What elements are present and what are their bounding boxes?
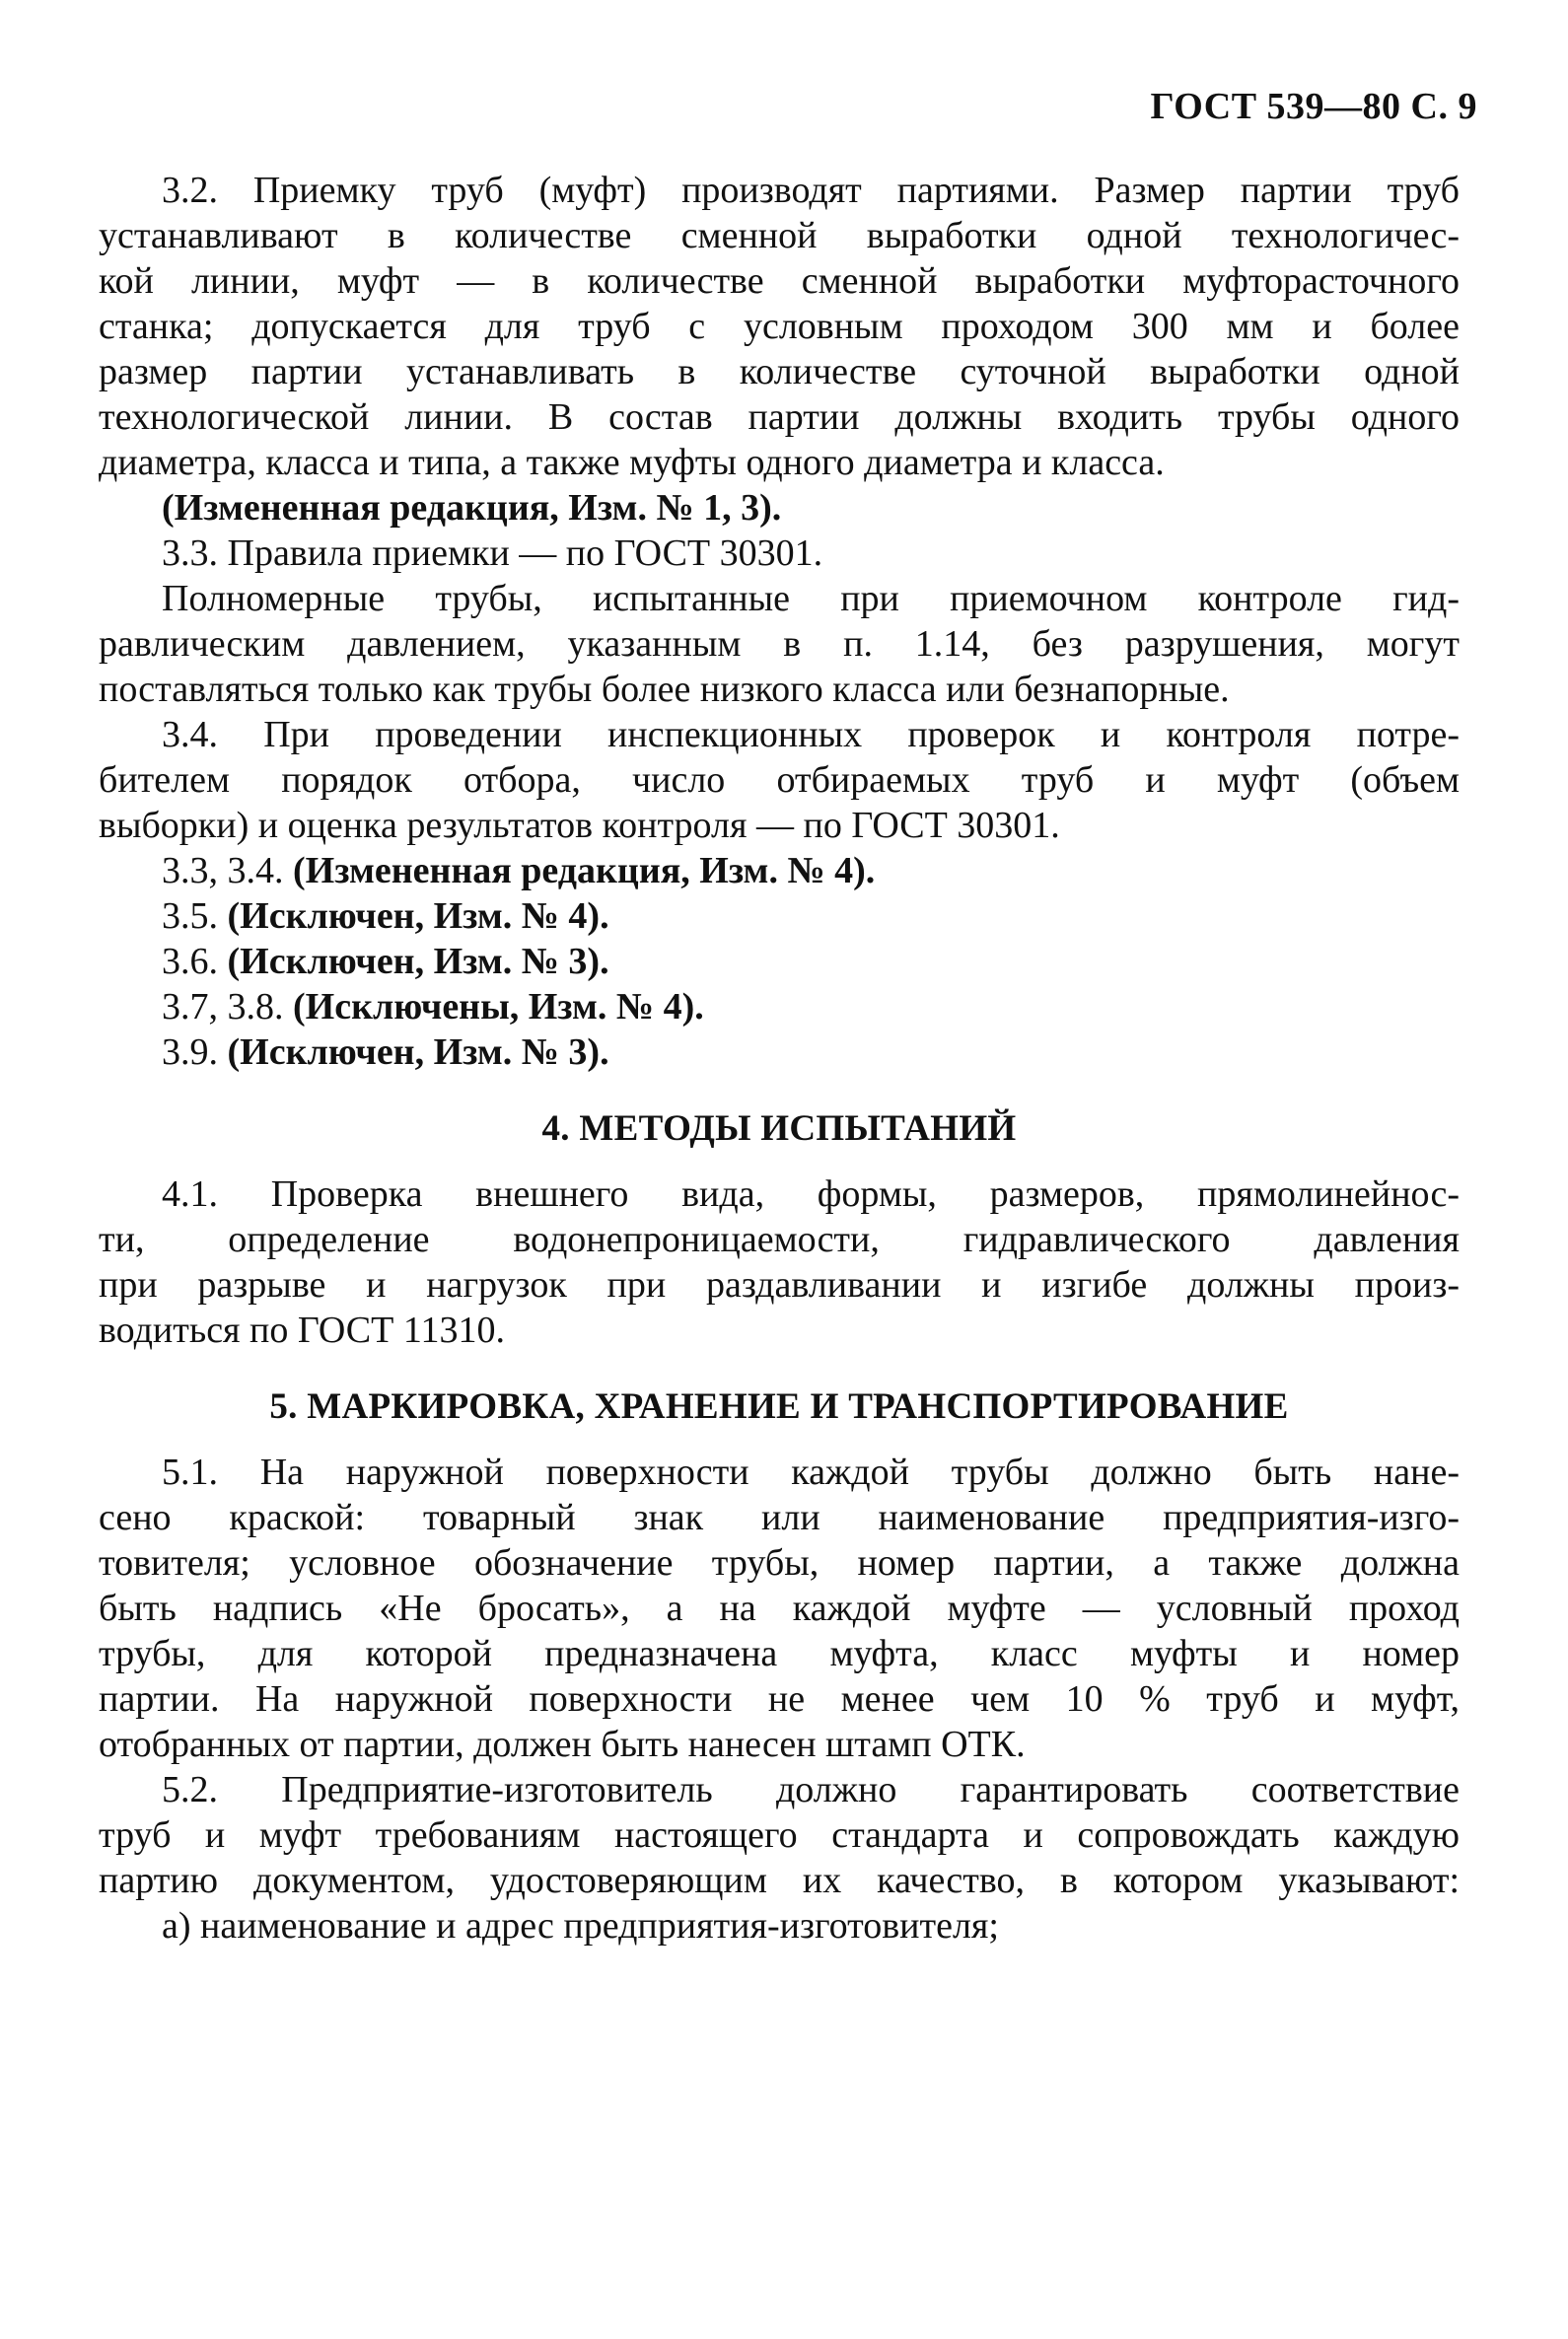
text-line: труб и муфт требованиям настоящего стандарта и сопровождать каждую xyxy=(99,1814,1460,1856)
text-line: быть надпись «Не бросать», а на каждой муфте — условный проход xyxy=(99,1588,1460,1629)
text-line: диаметра, класса и типа, а также муфты одного диаметра и класса. xyxy=(99,442,1165,483)
paragraph-3-4 xyxy=(99,712,1460,848)
paragraph-5-2 xyxy=(99,1767,1460,1903)
text-line: устанавливают в количестве сменной выработки одной технологичес- xyxy=(99,215,1460,256)
text-line: партию документом, удостоверяющим их качество, в котором указывают: xyxy=(99,1860,1460,1901)
text-line: при разрыве и нагрузок при раздавливании и изгибе должны произ- xyxy=(99,1264,1460,1306)
excluded-text: (Исключен, Изм. № 4). xyxy=(227,895,609,937)
paragraph-3-6 xyxy=(99,939,1460,984)
text-line: трубы, для которой предназначена муфта, класс муфты и номер xyxy=(99,1633,1460,1674)
excluded-text: (Исключен, Изм. № 3). xyxy=(227,1031,609,1073)
text-line: технологической линии. В состав партии должны входить трубы одного xyxy=(99,396,1460,438)
paragraph-4-1 xyxy=(99,1171,1460,1353)
excluded-text: (Исключены, Изм. № 4). xyxy=(293,986,704,1028)
text-line: 3.2. Приемку труб (муфт) производят партиями. Размер партии труб xyxy=(162,170,1460,211)
clause-number: 3.5. xyxy=(162,895,218,937)
clause-number: 3.7, 3.8. xyxy=(162,986,284,1028)
text-line: товителя; условное обозначение трубы, номер партии, а также должна xyxy=(99,1542,1460,1584)
clause-number: 3.6. xyxy=(162,941,218,982)
amendment-note-3-3-3-4 xyxy=(99,848,1460,893)
paragraph-3-5 xyxy=(99,893,1460,939)
list-item-a: а) наименование и адрес предприятия-изготовителя; xyxy=(162,1905,999,1947)
paragraph-3-3-continued xyxy=(99,576,1460,712)
text-line: 5.1. На наружной поверхности каждой трубы должно быть нане- xyxy=(162,1452,1460,1493)
text-line: поставляться только как трубы более низкого класса или безнапорные. xyxy=(99,669,1230,710)
text-line: отобранных от партии, должен быть нанесен штамп ОТК. xyxy=(99,1724,1026,1765)
spacer xyxy=(99,1353,1460,1384)
spacer xyxy=(99,1430,1460,1450)
text-line: партии. На наружной поверхности не менее чем 10 % труб и муфт, xyxy=(99,1678,1460,1720)
text-line: размер партии устанавливать в количестве суточной выработки одной xyxy=(99,351,1460,392)
text-line: водиться по ГОСТ 11310. xyxy=(99,1310,505,1351)
text-line: Полномерные трубы, испытанные при приемочном контроле гид- xyxy=(162,578,1460,619)
text-line: ти, определение водонепроницаемости, гидравлического давления xyxy=(99,1219,1460,1260)
spacer xyxy=(99,1152,1460,1171)
text-line: кой линии, муфт — в количестве сменной выработки муфторасточного xyxy=(99,260,1460,302)
text-line: 5.2. Предприятие-изготовитель должно гарантировать соответствие xyxy=(162,1769,1460,1810)
clause-number: 3.3, 3.4. xyxy=(162,850,284,891)
excluded-text: (Исключен, Изм. № 3). xyxy=(227,941,609,982)
text-line: 3.4. При проведении инспекционных проверок и контроля потре- xyxy=(162,714,1460,755)
amendment-note: (Измененная редакция, Изм. № 1, 3). xyxy=(162,487,782,529)
amendment-text: (Измененная редакция, Изм. № 4). xyxy=(293,850,876,891)
spacer xyxy=(99,1075,1460,1106)
section-title-4: 4. МЕТОДЫ ИСПЫТАНИЙ xyxy=(541,1108,1017,1149)
paragraph-3-3: 3.3. Правила приемки — по ГОСТ 30301. xyxy=(162,532,823,574)
text-line: 4.1. Проверка внешнего вида, формы, размеров, прямолинейнос- xyxy=(162,1173,1460,1215)
clause-number: 3.9. xyxy=(162,1031,218,1073)
section-title-5: 5. МАРКИРОВКА, ХРАНЕНИЕ И ТРАНСПОРТИРОВАНИЕ xyxy=(269,1386,1289,1427)
text-line: бителем порядок отбора, число отбираемых труб и муфт (объем xyxy=(99,759,1460,801)
paragraph-5-1 xyxy=(99,1450,1460,1767)
paragraph-3-7-3-8 xyxy=(99,984,1460,1029)
paragraph-3-9 xyxy=(99,1029,1460,1075)
text-line: выборки) и оценка результатов контроля — по ГОСТ 30301. xyxy=(99,805,1060,846)
page-body xyxy=(99,168,1460,1949)
text-line: сено краской: товарный знак или наименование предприятия-изго- xyxy=(99,1497,1460,1538)
text-line: станка; допускается для труб с условным проходом 300 мм и более xyxy=(99,306,1460,347)
running-header: ГОСТ 539—80 С. 9 xyxy=(1150,86,1477,127)
paragraph-3-2 xyxy=(99,168,1460,485)
text-line: равлическим давлением, указанным в п. 1.14, без разрушения, могут xyxy=(99,623,1460,665)
